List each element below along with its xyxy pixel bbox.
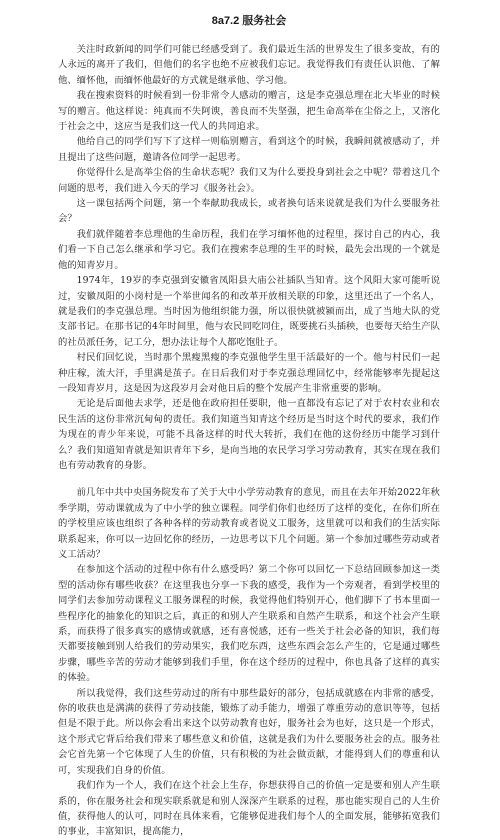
paragraph: 所以我觉得，我们这些劳动过的所有中那些最好的部分，包括成就感在内非常的感受，你的收获也是满满的获得了劳动技能，锻炼了动手能力，增强了尊重劳动的意识等等，包括但是不限于此。所以你会看出来这个以劳动教育也好，服务社会为也好，这只是一个形式，这个形式它背后给我们带来了哪些意义和价值，这就是我们为什么要服务社会的点。服务社会它首先第一个它体现了人生的价值，只有积极的为社会做贡献，才能得到人们的尊重和认可，实现我们自身的价值。 bbox=[58, 687, 440, 776]
paragraph: 1974年，19岁的李克强到安徽省凤阳县大庙公社插队当知青。这个风阳大家可能听说过，安徽凤阳的小岗村是一个举世闻名的和改革开放相关联的印象，这里还出了一个名人，就是我们的李克强总理。当时因为他组织能力强，所以很快就被颍而出，成了当地大队的党支部书记。在那书记的4年时间里，他与农民同吃同住，既要挑石头插秧，也要每天给生产队的社员派任务，记工分，想办法让每个人都吃饱肚子。 bbox=[58, 275, 440, 348]
paragraph: 他给自己的同学们写下了这样一则临别赠言，看到这个的时候，我瞬间就被感动了，并且提出了这些问题，邀请各位同学一起思考。 bbox=[58, 136, 440, 163]
paragraph: 我在搜索资料的时候看到一份非常令人感动的赠言，这是李克强总理在北大毕业的时候写的赠言。他这样说：纯真而不失阿谀，善良而不失坚强，把生命高举在尘俗之上，又溶化于社会之中，这应当是我们这一代人的共同追求。 bbox=[58, 90, 440, 133]
paragraph: 你觉得什么是高举尘俗的生命状态呢？我们又为什么要投身到社会之中呢？带着这几个问题的思考，我们进入今天的学习《服务社会》。 bbox=[58, 167, 440, 194]
paragraph: 无论是后面他去求学，还是他在政府担任要职，他一直都没有忘记了对于农村农业和农民生活的这份非常沉甸甸的责任。我们知道当知青这个经历是当时这个时代的要求，我们作为现在的青少年来说，可能不具备这样的时代大转折，我们在他的这份经历中能学习到什么？我们知道知青就是知识青年下乡，是向当地的农民学习学习劳动教育，其实在现在我们也有劳动教育的身影。 bbox=[58, 398, 440, 471]
paragraph: 我们作为一个人，我们在这个社会上生存，你想获得自己的价值一定是要和别人产生联系的，你在服务社会和现实联系就是和别人深深产生联系的过程，那也能实现自己的人生价值，获得他人的认可，同时在具体来看，它能够促进我们每个人的全面发展，能够拓宽我们的事业，丰富知识，提高能力， bbox=[58, 780, 440, 838]
paragraph: 我们就伴随着李总理他的生命历程，我们在学习缅怀他的过程里，探讨自己的内心，我们看一下自己怎么继承和学习它。我们在搜索李总理的生平的时候，最先会出现的一个就是他的知青岁月。 bbox=[58, 228, 440, 271]
section-two bbox=[58, 485, 440, 839]
section-one bbox=[58, 42, 440, 473]
paragraph: 村民们回忆说，当时那个黑瘦黑瘦的李克强他学生里干活最好的一个。他与村民们一起种庄稼，流大汗，手里满是茧子。在日后我们对于李克强总理回忆中，经常能够率先提起这一段知青岁月，这是因为这段岁月会对他日后的整个发展产生非常重要的影响。 bbox=[58, 352, 440, 394]
section-gap bbox=[58, 473, 440, 485]
paragraph: 这一课包括两个问题，第一个奉献助我成长，或者换句话来说就是我们为什么要服务社会？ bbox=[58, 198, 440, 225]
paragraph: 前几年中共中央国务院发布了关于大中小学劳动教育的意见，而且在去年开始2022年秋季学期，劳动课就成为了中小学的独立课程。同学们你们也经历了这样的变化，在你们所在的学校里应该也组织了各种各样的劳动教育或者说义工服务，这里就可以和我们的生活实际联系起来，你可以一边回忆你的经历，一边思考以下几个问题。第一个参加过哪些劳动或者义工活动？ bbox=[58, 487, 440, 560]
paragraph: 在参加这个活动的过程中你有什么感受吗？第二个你可以回忆一下总结回顾参加这一类型的活动你有哪些收获？在这里我也分享一下我的感受，我作为一个旁观者，看到学校里的同学们去参加劳动课程义工服务课程的时候，我觉得他们特别开心，他们脚下了书本里面一些程序化的抽象化的知识之后，真正的和别人产生联系和自然产生联系，和这个社会产生联系，而获得了很多真实的感情或就感，还有喜悦感，还有一些关于社会必备的知识，我们每天都要接触到别人给我们的劳动果实，我们吃东西，这些东西会怎么产生的，它是通过哪些步骤，哪些辛苦的劳动才能够到我们手里，你在这个经历的过程中，你也具备了这样的真实的体验。 bbox=[58, 564, 440, 684]
paragraph: 关注时政新闻的同学们可能已经感受到了。我们最近生活的世界发生了很多变故，有的人永远的离开了我们，但他们的名字也绝不应被我们忘记。我觉得我们有责任认识他、了解他、缅怀他，而缅怀他最好的方式就是继承他、学习他。 bbox=[58, 44, 440, 86]
document-title: 8a7.2 服务社会 bbox=[211, 15, 287, 27]
